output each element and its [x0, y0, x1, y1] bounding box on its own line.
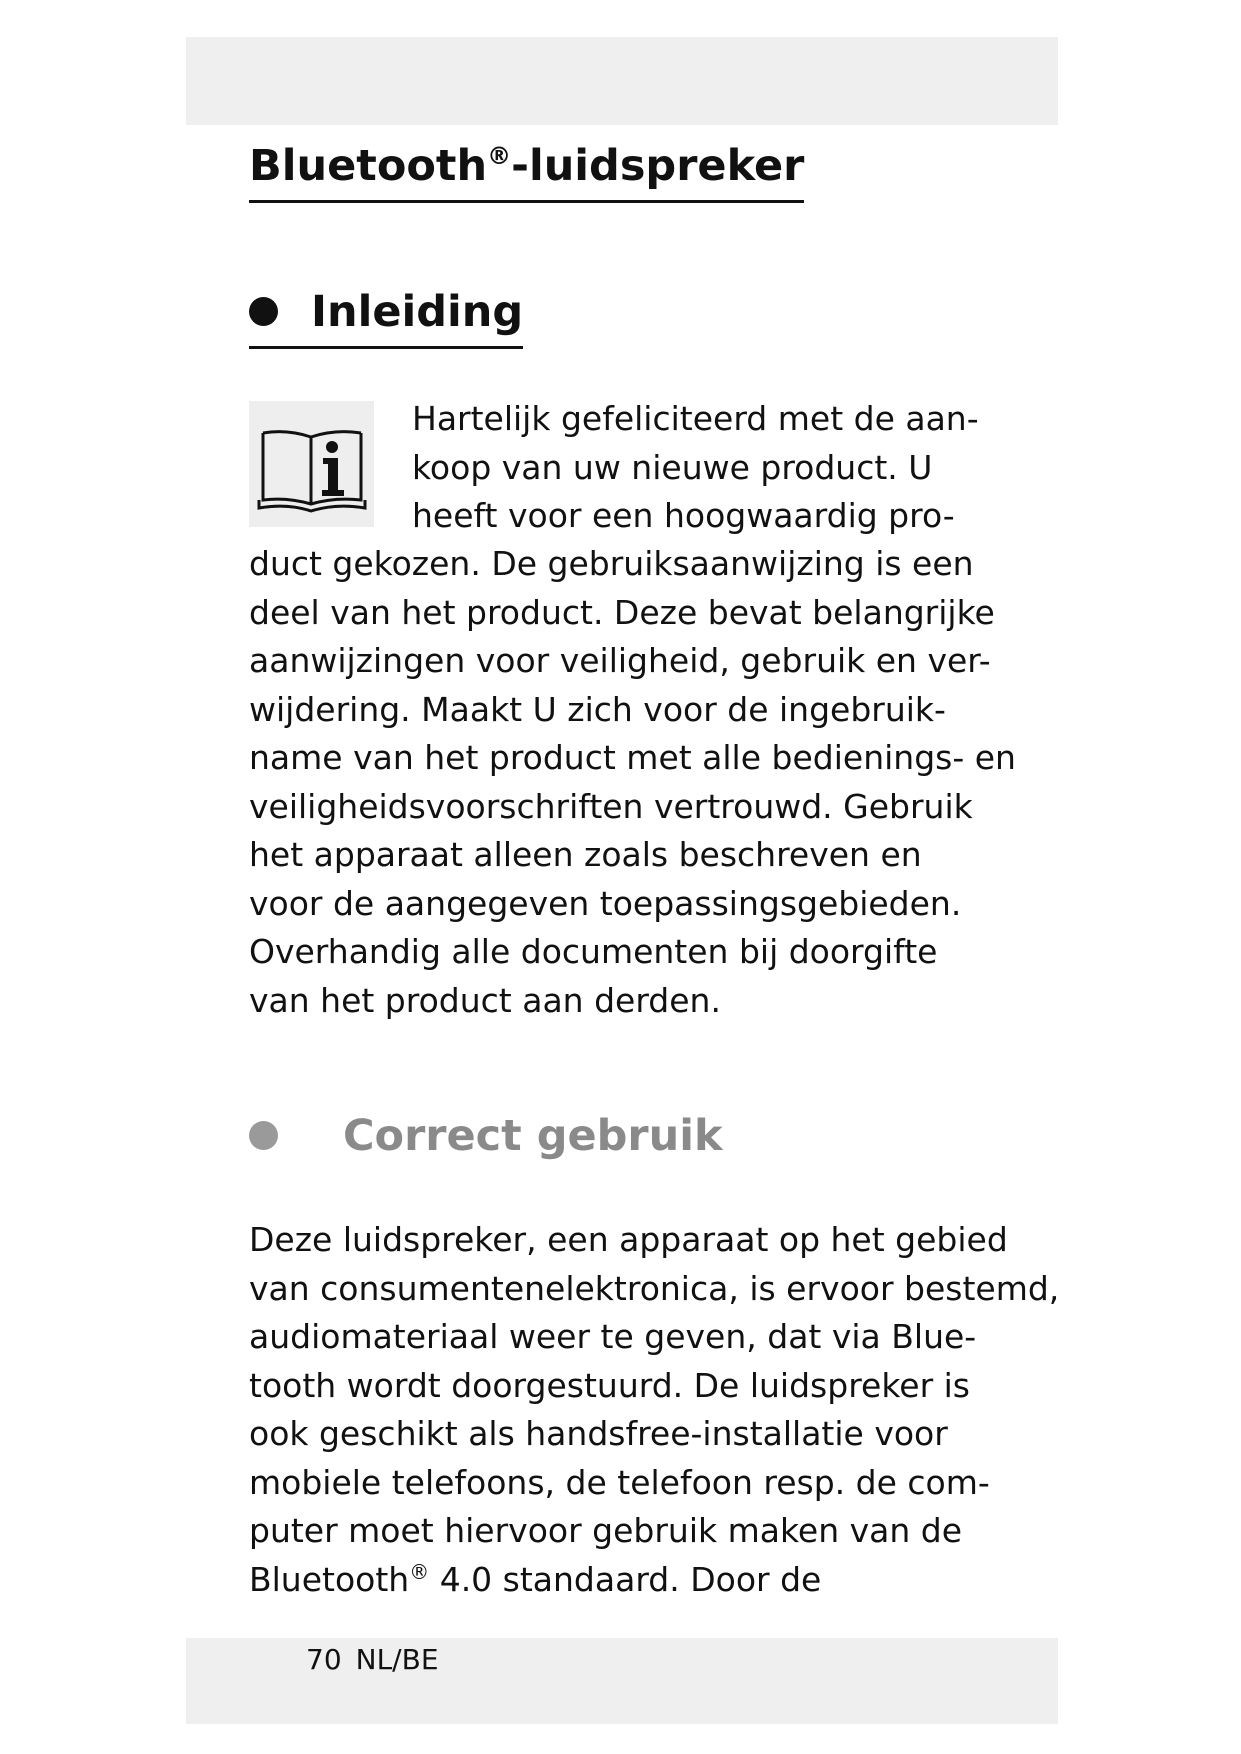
bullet-icon	[249, 1121, 278, 1150]
language-code: NL/BE	[355, 1643, 439, 1676]
intro-line: Hartelijk gefeliciteerd met de aan-	[412, 399, 979, 438]
usage-paragraph	[249, 1216, 1059, 1604]
title-brand: Bluetooth	[249, 141, 488, 191]
intro-line: deel van het product. Deze bevat belangrijke	[249, 592, 995, 632]
registered-mark: ®	[487, 142, 512, 170]
section-heading-usage	[249, 1108, 723, 1164]
book-info-icon	[249, 401, 374, 527]
header-band	[186, 37, 1058, 125]
section-heading-usage-text: Correct gebruik	[343, 1111, 723, 1161]
section-heading-intro	[249, 284, 523, 349]
bullet-icon	[249, 297, 278, 326]
usage-line: puter moet hiervoor gebruik maken van de	[249, 1511, 963, 1550]
usage-line: mobiele telefoons, de telefoon resp. de com-	[249, 1462, 990, 1502]
intro-line: aanwijzingen voor veiligheid, gebruik en ver-	[249, 641, 991, 680]
usage-line: ook geschikt als handsfree-installatie voor	[249, 1414, 948, 1453]
usage-line-last	[249, 1556, 1059, 1605]
intro-line: name van het product met alle bedienings- en	[249, 738, 1016, 777]
intro-line: voor de aangegeven toepassingsgebieden.	[249, 883, 962, 923]
intro-line: koop van uw nieuwe product. U	[412, 447, 933, 487]
intro-line: van het product aan derden.	[249, 980, 721, 1020]
usage-line-end: 4.0 standaard. Door de	[429, 1559, 822, 1599]
document-title	[249, 138, 804, 203]
intro-line: heeft voor een hoogwaardig pro-	[412, 496, 955, 535]
usage-line: van consumentenelektronica, is ervoor bestemd,	[249, 1268, 1060, 1308]
usage-line: audiomateriaal weer te geven, dat via Blue-	[249, 1317, 977, 1356]
intro-line: Overhandig alle documenten bij doorgifte	[249, 932, 938, 971]
usage-line: Deze luidspreker, een apparaat op het gebied	[249, 1220, 1008, 1259]
intro-line: wijdering. Maakt U zich voor de ingebruik-	[249, 689, 946, 729]
registered-mark: ®	[409, 1559, 430, 1584]
page-number: 70	[306, 1643, 342, 1676]
intro-line: het apparaat alleen zoals beschreven en	[249, 835, 922, 874]
title-rest: -luidspreker	[511, 141, 805, 191]
section-heading-intro-text: Inleiding	[311, 287, 524, 337]
intro-paragraph-head	[412, 395, 979, 541]
page-footer	[306, 1640, 439, 1680]
intro-paragraph-body	[249, 540, 1016, 1025]
usage-brand: Bluetooth	[249, 1559, 410, 1599]
intro-line: veiligheidsvoorschriften vertrouwd. Gebruik	[249, 786, 973, 826]
book-info-icon-graphic	[249, 401, 374, 527]
intro-line: duct gekozen. De gebruiksaanwijzing is een	[249, 544, 974, 583]
usage-line: tooth wordt doorgestuurd. De luidspreker is	[249, 1365, 970, 1405]
